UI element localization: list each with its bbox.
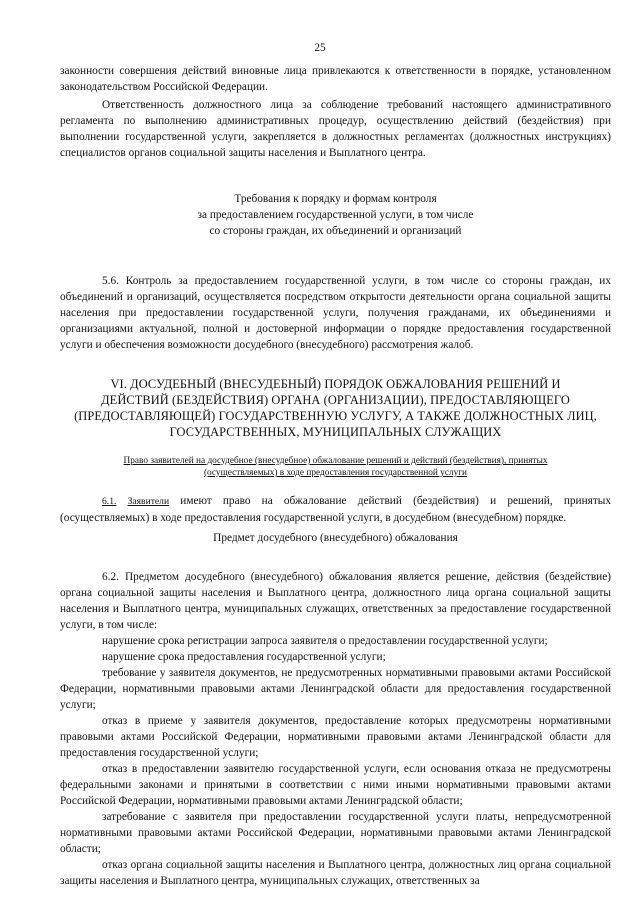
page-number: 25 xyxy=(314,42,326,54)
applicants-underlined: Заявители xyxy=(127,496,170,507)
list-item: нарушение срока предоставления государственной услуги; xyxy=(102,651,386,663)
section-vi-line: (ПРЕДОСТАВЛЯЮЩЕЙ) ГОСУДАРСТВЕННУЮ УСЛУГУ, А ТАКЖЕ ДОЛЖНОСТНЫХ ЛИЦ, xyxy=(74,409,597,423)
control-heading-line: Требования к порядку и формам контроля xyxy=(234,193,437,205)
subheading-line: Право заявителей на досудебное (внесудебное) обжалование решений и действий (бездействия), принятых xyxy=(123,456,548,466)
list-item: затребование с заявителя при предоставлении государственной услуги платы, непредусмотренной нормативными правовыми актами Российской Федерации, нормативными правовыми актами Ленинградской области; xyxy=(60,811,611,855)
continuation-paragraph: законности совершения действий виновные лица привлекаются к ответственности в порядке, установленном законодательством Российской Федерации. xyxy=(60,65,611,93)
control-heading-line: за предоставлением государственной услуги, в том числе xyxy=(197,209,474,221)
list-item: отказ в предоставлении заявителю государственной услуги, если основания отказа не предусмотрены федеральными законами и принятыми в соответствии с ними иными нормативными правовыми актами Российской Федерации, нормативными правовыми актами Ленинградской области; xyxy=(60,763,611,807)
appeal-subject-heading: Предмет досудебного (внесудебного) обжалования xyxy=(213,532,458,544)
paragraph-6-2: 6.2. Предметом досудебного (внесудебного) обжалования является решение, действия (бездействие) органа социальной защиты населения и Выплатного центра, должностного лица органа социальной защиты населения и Выплатного центра, муниципальных служащих, ответственных за предоставление государственной услуги, в том числе: xyxy=(60,571,611,631)
section-vi-line: VI. ДОСУДЕБНЫЙ (ВНЕСУДЕБНЫЙ) ПОРЯДОК ОБЖАЛОВАНИЯ РЕШЕНИЙ И xyxy=(110,377,561,391)
list-item: отказ органа социальной защиты населения и Выплатного центра, должностных лиц органа социальной защиты населения и Выплатного центра, муниципальных служащих, ответственных за xyxy=(60,859,611,887)
paragraph-6-1-text: имеют право на обжалование действий (бездействия) и решений, принятых (осуществляемых) в ходе предоставления государственной услуги, в досудебном (внесудебном) порядке. xyxy=(60,495,611,524)
list-item: нарушение срока регистрации запроса заявителя о предоставлении государственной услуги; xyxy=(102,635,548,647)
subheading-line: (осуществляемых) в ходе предоставления государственной услуги xyxy=(203,468,468,478)
list-item: требование у заявителя документов, не предусмотренных нормативными правовыми актами Российской Федерации, нормативными правовыми актами Ленинградской области для предоставления государственной услуги; xyxy=(60,667,611,711)
paragraph-5-6: 5.6. Контроль за предоставлением государственной услуги, в том числе со стороны граждан, их объединений и организаций, осуществляется посредством открытости деятельности органа социальной защиты населения при предоставлении государственной услуги, получения гражданами, их объединениями и организациями актуальной, полной и достоверной информации о порядке предоставления государственной услуги и обеспечения возможности досудебного (внесудебного) рассмотрения жалоб. xyxy=(60,275,611,351)
appeal-right-subheading xyxy=(60,455,611,479)
paragraph-6-1-number: 6.1. xyxy=(102,496,117,507)
control-requirements-heading xyxy=(60,191,611,239)
section-vi-line: ДЕЙСТВИЙ (БЕЗДЕЙСТВИЯ) ОРГАНА (ОРГАНИЗАЦИИ), ПРЕДОСТАВЛЯЮЩЕГО xyxy=(101,393,570,407)
paragraph-6-1 xyxy=(60,493,611,526)
section-vi-line: ГОСУДАРСТВЕННЫХ, МУНИЦИПАЛЬНЫХ СЛУЖАЩИХ xyxy=(169,425,502,439)
section-vi-heading xyxy=(60,376,611,440)
responsibility-paragraph: Ответственность должностного лица за соблюдение требований настоящего административного регламента по выполнению административных процедур, осуществлению действий (бездействия) при выполнении государственной услуги, закрепляется в должностных регламентах (должностных инструкциях) специалистов органов социальной защиты населения и Выплатного центра. xyxy=(60,99,611,159)
page-content xyxy=(60,63,611,889)
list-item: отказ в приеме у заявителя документов, предоставление которых предусмотрены нормативными правовыми актами Российской Федерации, нормативными правовыми актами Ленинградской области для предоставления государственной услуги; xyxy=(60,715,611,759)
control-heading-line: со стороны граждан, их объединений и организаций xyxy=(209,225,462,237)
